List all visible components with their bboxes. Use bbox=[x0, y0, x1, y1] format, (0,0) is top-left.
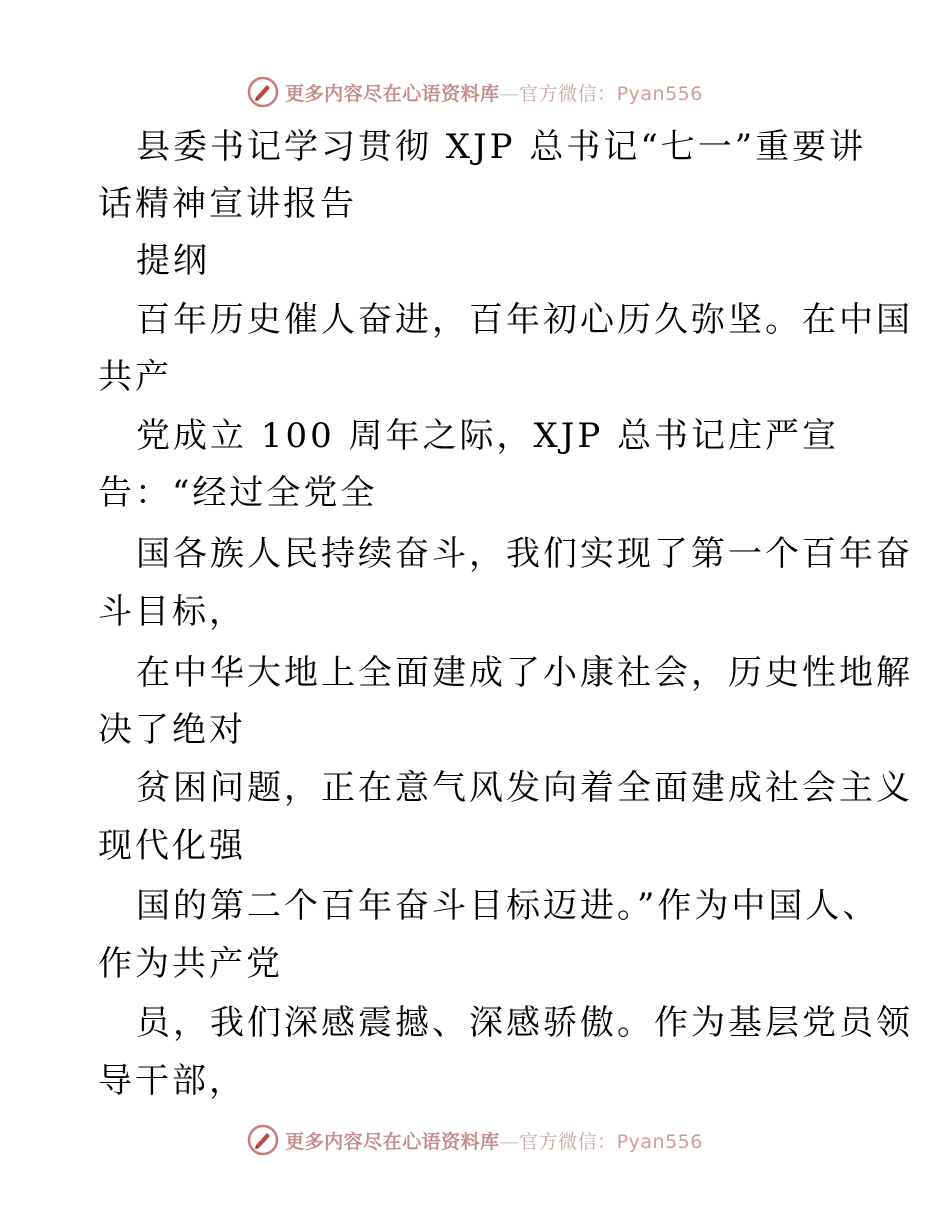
watermark-brand: 更多内容尽在心语资料库 bbox=[285, 1130, 500, 1153]
footer-watermark bbox=[0, 1120, 950, 1160]
document-line: 导干部， bbox=[98, 1061, 246, 1101]
document-line: 贫困问题，正在意气风发向着全面建成社会主义 bbox=[136, 768, 913, 808]
watermark-dash: — bbox=[499, 1130, 520, 1153]
watermark-dash: — bbox=[499, 82, 520, 105]
document-line: 共产 bbox=[98, 357, 172, 397]
document-line: 决了绝对 bbox=[98, 710, 246, 750]
watermark-text bbox=[285, 79, 703, 106]
document-line: 国的第二个百年奋斗目标迈进。”作为中国人、 bbox=[136, 886, 880, 926]
document-line: 提纲 bbox=[136, 241, 210, 281]
watermark-id: Pyan556 bbox=[616, 82, 703, 105]
document-line: 斗目标， bbox=[98, 592, 246, 632]
document-line: 党成立 100 周年之际，XJP 总书记庄严宣 bbox=[136, 416, 840, 456]
document-line: 作为共产党 bbox=[98, 944, 283, 984]
brand-logo-icon bbox=[247, 1124, 279, 1156]
watermark-text bbox=[285, 1127, 703, 1154]
document-line: 话精神宣讲报告 bbox=[98, 184, 357, 224]
document-line: 告：“经过全党全 bbox=[98, 473, 378, 513]
watermark-label: 官方微信： bbox=[519, 1130, 617, 1153]
document-line: 在中华大地上全面建成了小康社会，历史性地解 bbox=[136, 653, 913, 693]
document-line: 现代化强 bbox=[98, 826, 246, 866]
document-line: 百年历史催人奋进，百年初心历久弥坚。在中国 bbox=[136, 300, 913, 340]
watermark-brand: 更多内容尽在心语资料库 bbox=[285, 82, 500, 105]
document-line: 国各族人民持续奋斗，我们实现了第一个百年奋 bbox=[136, 534, 913, 574]
watermark-id: Pyan556 bbox=[616, 1130, 703, 1153]
document-line: 员，我们深感震撼、深感骄傲。作为基层党员领 bbox=[136, 1003, 913, 1043]
brand-logo-icon bbox=[247, 76, 279, 108]
header-watermark bbox=[0, 72, 950, 112]
watermark-label: 官方微信： bbox=[519, 82, 617, 105]
document-line: 县委书记学习贯彻 XJP 总书记“七一”重要讲 bbox=[136, 127, 867, 167]
